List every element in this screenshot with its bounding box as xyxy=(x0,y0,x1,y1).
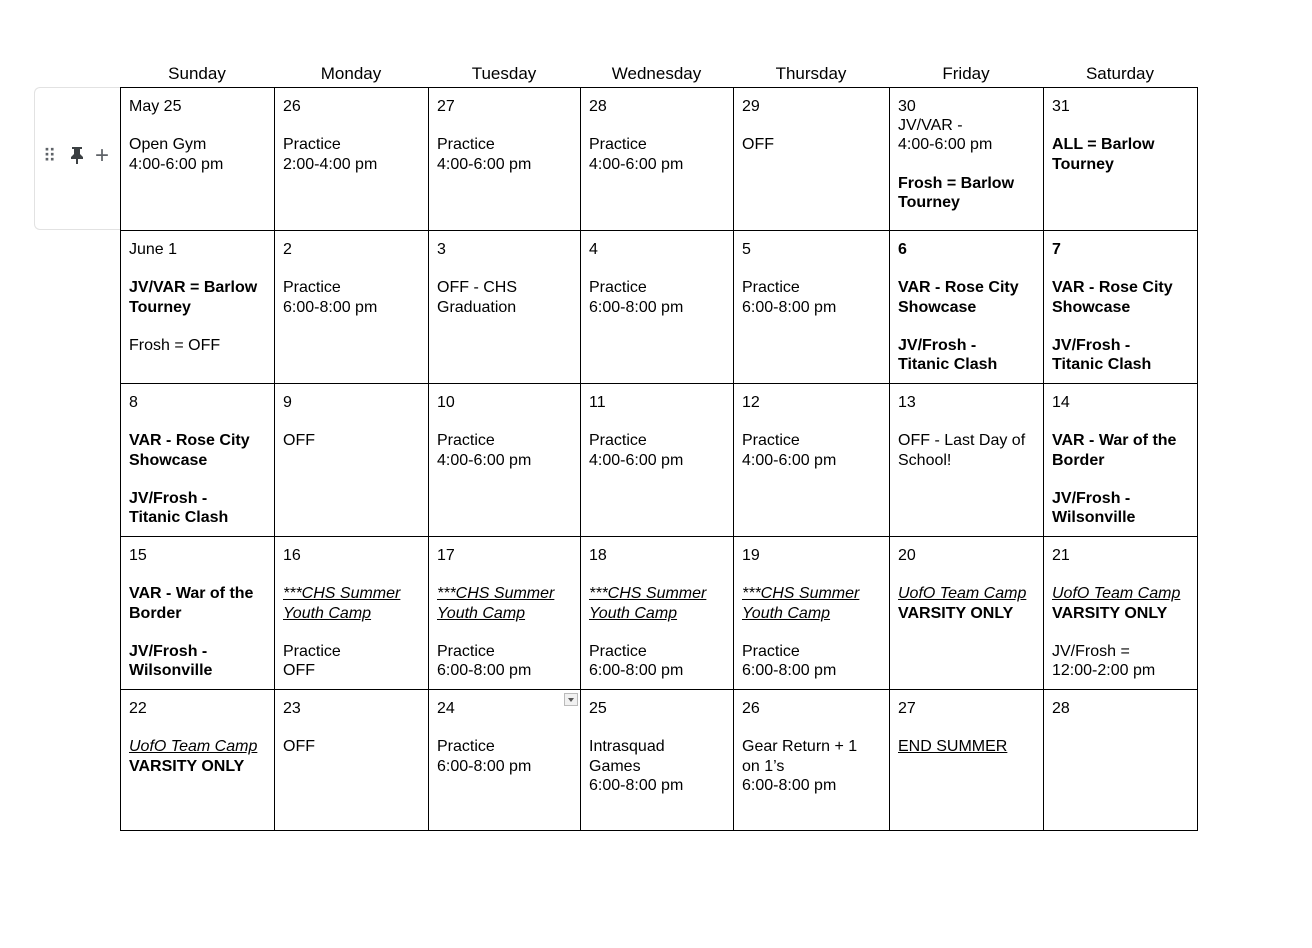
calendar-day-cell[interactable] xyxy=(581,690,734,831)
calendar-table xyxy=(120,87,1198,831)
calendar-day-cell[interactable] xyxy=(1044,384,1198,537)
day-number: 18 xyxy=(589,547,607,564)
event-text: Border xyxy=(1052,451,1105,469)
blank-line xyxy=(283,565,420,584)
day-number: 16 xyxy=(283,547,301,564)
event-text: JV/VAR - xyxy=(898,117,963,135)
calendar-day-cell[interactable] xyxy=(121,384,275,537)
blank-line xyxy=(129,259,266,278)
weekday-header: Wednesday xyxy=(611,64,702,83)
event-text: 4:00-6:00 pm xyxy=(437,451,532,469)
blank-line xyxy=(742,116,881,135)
day-number: 26 xyxy=(283,98,301,115)
weekday-header: Thursday xyxy=(775,64,847,83)
event-text: Practice xyxy=(437,642,495,660)
blank-line xyxy=(129,116,266,135)
event-text: VAR - Rose City xyxy=(1052,279,1173,297)
event-text: 4:00-6:00 pm xyxy=(129,155,224,173)
blank-line xyxy=(1052,317,1189,336)
day-number: 25 xyxy=(589,700,607,717)
event-text: VARSITY ONLY xyxy=(898,604,1014,622)
calendar-day-cell[interactable] xyxy=(734,537,890,690)
event-text: JV/Frosh - xyxy=(1052,489,1131,507)
blank-line xyxy=(589,623,725,642)
blank-line xyxy=(129,623,266,642)
day-number: 11 xyxy=(589,394,606,411)
blank-line xyxy=(589,718,725,737)
event-text: END SUMMER xyxy=(898,738,1008,756)
event-text: VARSITY ONLY xyxy=(129,757,245,775)
event-text: Graduation xyxy=(437,298,517,316)
day-number: 4 xyxy=(589,241,598,258)
event-text: UofO Team Camp xyxy=(129,738,258,756)
event-text: Practice xyxy=(742,432,800,450)
calendar-day-cell[interactable] xyxy=(1044,537,1198,690)
event-text: VAR - Rose City xyxy=(898,279,1019,297)
event-text: Practice xyxy=(589,279,647,297)
event-text: 6:00-8:00 pm xyxy=(742,662,837,680)
event-text: on 1’s xyxy=(742,757,785,775)
blank-line xyxy=(129,565,266,584)
calendar-day-cell[interactable] xyxy=(121,231,275,384)
event-text: 6:00-8:00 pm xyxy=(589,776,684,794)
blank-line xyxy=(1052,470,1189,489)
blank-line xyxy=(742,565,881,584)
event-text: ALL = Barlow xyxy=(1052,136,1155,154)
blank-line xyxy=(129,412,266,431)
day-number: 15 xyxy=(129,547,147,564)
day-number: 2 xyxy=(283,241,292,258)
cell-dropdown-icon[interactable] xyxy=(564,693,578,706)
calendar-week-row xyxy=(121,690,1198,831)
event-text: 6:00-8:00 pm xyxy=(589,662,684,680)
weekday-header: Monday xyxy=(320,64,382,83)
event-text: JV/VAR = Barlow xyxy=(129,279,258,297)
event-text: 4:00-6:00 pm xyxy=(589,155,684,173)
day-number: 28 xyxy=(589,98,607,115)
event-text: Titanic Clash xyxy=(898,356,998,374)
weekday-header: Sunday xyxy=(168,64,226,83)
event-text: 12:00-2:00 pm xyxy=(1052,662,1156,680)
blank-line xyxy=(589,565,725,584)
event-text: Practice xyxy=(742,279,800,297)
day-number: 14 xyxy=(1052,394,1070,411)
blank-line xyxy=(742,412,881,431)
day-number: June 1 xyxy=(129,241,178,258)
day-number: 20 xyxy=(898,547,916,564)
event-text: Practice xyxy=(437,136,495,154)
day-number: 23 xyxy=(283,700,301,717)
blank-line xyxy=(898,412,1035,431)
blank-line xyxy=(742,259,881,278)
day-number: May 25 xyxy=(129,98,182,115)
blank-line xyxy=(898,155,1035,174)
event-text: 6:00-8:00 pm xyxy=(742,298,837,316)
blank-line xyxy=(437,116,572,135)
event-text: Practice xyxy=(283,642,341,660)
event-text: Youth Camp xyxy=(283,604,372,622)
day-number: 13 xyxy=(898,394,916,411)
calendar-day-cell[interactable] xyxy=(890,384,1044,537)
event-text: Showcase xyxy=(1052,298,1131,316)
event-text: Practice xyxy=(283,279,341,297)
calendar-day-cell[interactable] xyxy=(275,537,429,690)
day-number: 24 xyxy=(437,700,455,717)
blank-line xyxy=(898,259,1035,278)
event-text: Wilsonville xyxy=(1052,509,1136,527)
calendar-week-row xyxy=(121,231,1198,384)
calendar-day-cell[interactable] xyxy=(890,537,1044,690)
event-text: 6:00-8:00 pm xyxy=(283,298,378,316)
day-number: 27 xyxy=(437,98,455,115)
event-text: UofO Team Camp xyxy=(898,585,1027,603)
event-text: ***CHS Summer xyxy=(283,585,401,603)
day-number: 8 xyxy=(129,394,138,411)
event-text: Frosh = OFF xyxy=(129,336,221,354)
event-text: VARSITY ONLY xyxy=(1052,604,1168,622)
calendar-week-row xyxy=(121,384,1198,537)
calendar-day-cell[interactable] xyxy=(121,690,275,831)
calendar-day-cell[interactable] xyxy=(429,88,581,231)
calendar-day-cell[interactable] xyxy=(734,231,890,384)
event-text: OFF xyxy=(283,662,315,680)
calendar-week-row xyxy=(121,537,1198,690)
blank-line xyxy=(589,412,725,431)
event-text: ***CHS Summer xyxy=(589,585,707,603)
event-text: 6:00-8:00 pm xyxy=(589,298,684,316)
calendar-week-row xyxy=(121,88,1198,231)
day-number: 22 xyxy=(129,700,147,717)
event-text: Showcase xyxy=(898,298,977,316)
event-text: 4:00-6:00 pm xyxy=(898,136,993,154)
drag-handle-icon[interactable]: ⠿ xyxy=(43,146,57,166)
calendar-day-cell[interactable] xyxy=(121,537,275,690)
calendar-day-cell[interactable] xyxy=(890,690,1044,831)
event-text: 4:00-6:00 pm xyxy=(589,451,684,469)
calendar-day-cell[interactable] xyxy=(581,384,734,537)
event-text: 2:00-4:00 pm xyxy=(283,155,378,173)
event-text: Tourney xyxy=(1052,155,1114,173)
day-number: 12 xyxy=(742,394,760,411)
event-text: VAR - Rose City xyxy=(129,432,250,450)
blank-line xyxy=(742,718,881,737)
weekday-header: Saturday xyxy=(1085,64,1155,83)
event-text: Gear Return + 1 xyxy=(742,738,858,756)
blank-line xyxy=(129,470,266,489)
event-text: JV/Frosh - xyxy=(129,642,208,660)
calendar-day-cell[interactable] xyxy=(734,384,890,537)
calendar-day-cell[interactable] xyxy=(429,384,581,537)
event-text: Youth Camp xyxy=(742,604,831,622)
calendar-day-cell[interactable] xyxy=(581,537,734,690)
event-text: VAR - War of the xyxy=(1052,432,1177,450)
event-text: Practice xyxy=(589,642,647,660)
calendar-day-cell[interactable] xyxy=(581,88,734,231)
day-number: 27 xyxy=(898,700,916,717)
day-number: 17 xyxy=(437,547,455,564)
blank-line xyxy=(437,718,572,737)
event-text: JV/Frosh - xyxy=(1052,336,1131,354)
day-number: 19 xyxy=(742,547,760,564)
blank-line xyxy=(898,718,1035,737)
day-number: 9 xyxy=(283,394,292,411)
blank-line xyxy=(437,259,572,278)
event-text: Titanic Clash xyxy=(129,509,229,527)
event-text: VAR - War of the xyxy=(129,585,254,603)
day-number: 7 xyxy=(1052,241,1061,258)
blank-line xyxy=(1052,116,1189,135)
blank-line xyxy=(898,317,1035,336)
event-text: Practice xyxy=(283,136,341,154)
calendar-day-cell[interactable] xyxy=(890,231,1044,384)
calendar-day-cell[interactable] xyxy=(429,537,581,690)
weekday-header: Friday xyxy=(942,64,990,83)
calendar-day-cell[interactable] xyxy=(581,231,734,384)
weekday-header: Tuesday xyxy=(471,64,537,83)
event-text: JV/Frosh = xyxy=(1052,642,1130,660)
blank-line xyxy=(129,718,266,737)
day-number: 6 xyxy=(898,241,907,258)
event-text: Tourney xyxy=(898,194,960,211)
blank-line xyxy=(589,259,725,278)
event-text: School! xyxy=(898,451,952,469)
blank-line xyxy=(1052,565,1189,584)
event-text: OFF xyxy=(742,136,774,154)
event-text: 4:00-6:00 pm xyxy=(437,155,532,173)
calendar-day-cell[interactable] xyxy=(429,231,581,384)
event-text: Wilsonville xyxy=(129,662,213,680)
event-text: 6:00-8:00 pm xyxy=(437,757,532,775)
day-number: 26 xyxy=(742,700,760,717)
blank-line xyxy=(437,565,572,584)
event-text: Titanic Clash xyxy=(1052,356,1152,374)
event-text: Practice xyxy=(742,642,800,660)
event-text: OFF - Last Day of xyxy=(898,432,1026,450)
day-number: 29 xyxy=(742,98,760,115)
calendar-day-cell[interactable] xyxy=(275,690,429,831)
weekday-header-row xyxy=(120,62,1197,86)
blank-line xyxy=(283,718,420,737)
blank-line xyxy=(437,623,572,642)
event-text: Intrasquad xyxy=(589,738,665,756)
calendar-day-cell[interactable] xyxy=(1044,690,1198,831)
blank-line xyxy=(589,116,725,135)
blank-line xyxy=(283,116,420,135)
calendar-day-cell[interactable] xyxy=(890,88,1044,231)
blank-line xyxy=(1052,412,1189,431)
event-text: UofO Team Camp xyxy=(1052,585,1181,603)
event-text: Tourney xyxy=(129,298,191,316)
blank-line xyxy=(437,412,572,431)
event-text: Frosh = Barlow xyxy=(898,174,1015,192)
blank-line xyxy=(898,565,1035,584)
day-number: 31 xyxy=(1052,98,1070,115)
day-number: 28 xyxy=(1052,700,1070,717)
day-number: 3 xyxy=(437,241,446,258)
calendar-day-cell[interactable] xyxy=(275,231,429,384)
blank-line xyxy=(283,412,420,431)
blank-line xyxy=(1052,623,1189,642)
event-text: JV/Frosh - xyxy=(129,489,208,507)
blank-line xyxy=(129,317,266,336)
day-number: 21 xyxy=(1052,547,1070,564)
event-text: 6:00-8:00 pm xyxy=(742,776,837,794)
blank-line xyxy=(283,623,420,642)
event-text: Open Gym xyxy=(129,136,207,154)
event-text: Practice xyxy=(589,432,647,450)
calendar-day-cell[interactable] xyxy=(429,690,581,831)
event-text: Youth Camp xyxy=(589,604,678,622)
event-text: Showcase xyxy=(129,451,208,469)
blank-line xyxy=(1052,259,1189,278)
calendar-day-cell[interactable] xyxy=(121,88,275,231)
event-text: JV/Frosh - xyxy=(898,336,977,354)
event-text: Youth Camp xyxy=(437,604,526,622)
row-toolbar xyxy=(34,87,120,230)
event-text: 4:00-6:00 pm xyxy=(742,451,837,469)
calendar-day-cell[interactable] xyxy=(734,690,890,831)
event-text: OFF xyxy=(283,738,315,756)
add-row-icon[interactable]: + xyxy=(95,142,110,169)
event-text: Practice xyxy=(437,432,495,450)
event-text: Games xyxy=(589,757,641,775)
event-text: 6:00-8:00 pm xyxy=(437,662,532,680)
blank-line xyxy=(742,623,881,642)
event-text: OFF xyxy=(283,432,315,450)
event-text: Practice xyxy=(589,136,647,154)
event-text: ***CHS Summer xyxy=(437,585,555,603)
calendar-day-cell[interactable] xyxy=(1044,88,1198,231)
event-text: ***CHS Summer xyxy=(742,585,860,603)
calendar-day-cell[interactable] xyxy=(275,88,429,231)
event-text: Border xyxy=(129,604,182,622)
calendar-day-cell[interactable] xyxy=(1044,231,1198,384)
calendar-day-cell[interactable] xyxy=(275,384,429,537)
calendar-day-cell[interactable] xyxy=(734,88,890,231)
day-number: 30 xyxy=(898,98,916,115)
event-text: OFF - CHS xyxy=(437,279,517,297)
event-text: Practice xyxy=(437,738,495,756)
blank-line xyxy=(283,259,420,278)
pin-icon[interactable] xyxy=(69,146,85,170)
day-number: 10 xyxy=(437,394,455,411)
day-number: 5 xyxy=(742,241,751,258)
